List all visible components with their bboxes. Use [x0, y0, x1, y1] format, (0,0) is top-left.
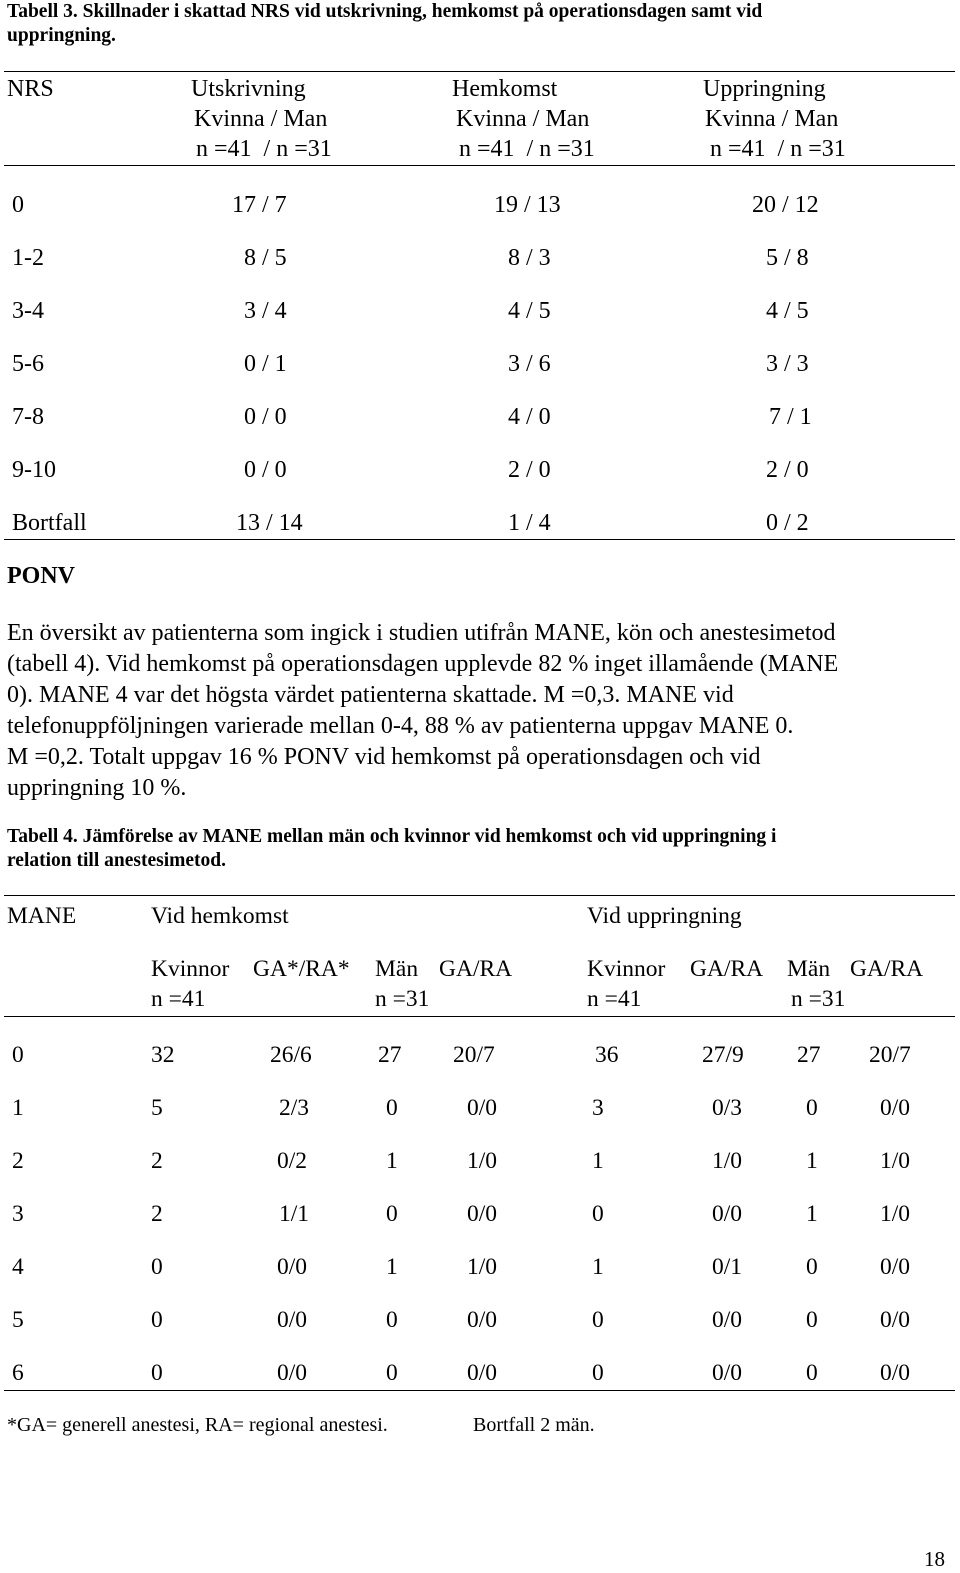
table4-cell-upp-kvinnor-gara: 0/3 [712, 1095, 743, 1121]
table3-top-rule [4, 71, 955, 72]
table4-cell-upp-man: 1 [806, 1148, 818, 1174]
table3-cell-uppringning: 5 / 8 [766, 245, 809, 271]
table3-cell-utskrivning: 8 / 5 [244, 245, 287, 271]
table4-cell-upp-kvinnor: 0 [592, 1307, 604, 1333]
table4-cell-hem-kvinnor: 32 [151, 1042, 175, 1068]
table3-cell-hemkomst: 1 / 4 [508, 510, 551, 536]
table4-cell-upp-man-gara: 0/0 [880, 1307, 911, 1333]
table-row [0, 1253, 960, 1281]
table4-cell-hem-man-gara: 0/0 [467, 1201, 498, 1227]
table4-cell-hem-kvinnor: 0 [151, 1307, 163, 1333]
table4-cell-hem-kvinnor-gara: 0/0 [277, 1307, 308, 1333]
paragraph-line: M =0,2. Totalt uppgav 16 % PONV vid hemkomst på operationsdagen och vid [7, 744, 761, 770]
table4-cell-hem-kvinnor: 0 [151, 1360, 163, 1386]
table-row [0, 349, 960, 379]
table4-cell-hem-man: 0 [386, 1307, 398, 1333]
table3-cell-utskrivning: 3 / 4 [244, 298, 287, 324]
table4-cell-upp-man-gara: 0/0 [880, 1254, 911, 1280]
table3-cell-hemkomst: 3 / 6 [508, 351, 551, 377]
table3-cell-utskrivning: 17 / 7 [232, 192, 287, 218]
table4-bortfall-note: Bortfall 2 män. [473, 1414, 595, 1436]
table4-cell-upp-man-gara: 1/0 [880, 1201, 911, 1227]
table4-cell-hem-kvinnor-gara: 0/0 [277, 1360, 308, 1386]
page-number: 18 [924, 1547, 945, 1571]
table4-header-kvinnor-1: Kvinnor [151, 956, 230, 982]
table4-cell-hem-man: 1 [386, 1148, 398, 1174]
table3-cell-hemkomst: 4 / 5 [508, 298, 551, 324]
table4-cell-hem-kvinnor: 0 [151, 1254, 163, 1280]
table4-cell-hem-man-gara: 0/0 [467, 1307, 498, 1333]
table3-cell-utskrivning: 0 / 1 [244, 351, 287, 377]
table4-cell-hem-man: 0 [386, 1095, 398, 1121]
table4-cell-hem-kvinnor-gara: 0/2 [277, 1148, 308, 1174]
table4-cell-mane: 2 [12, 1148, 24, 1174]
table3-header-utskrivning-title: Utskrivning [191, 76, 306, 102]
table4-cell-upp-man-gara: 0/0 [880, 1095, 911, 1121]
table3-cell-nrs: 1-2 [12, 245, 44, 271]
table4-header-man-1: Män [375, 956, 419, 982]
table3-cell-hemkomst: 19 / 13 [494, 192, 561, 218]
table4-header-vid-hemkomst: Vid hemkomst [151, 903, 289, 929]
table4-header-ga-ra-3: GA/RA [690, 956, 764, 982]
table4-cell-mane: 6 [12, 1360, 24, 1386]
table3-caption-line1: Tabell 3. Skillnader i skattad NRS vid utskrivning, hemkomst på operationsdagen samt vid [7, 1, 763, 22]
table4-cell-upp-man-gara: 20/7 [869, 1042, 911, 1068]
table-row [0, 402, 960, 432]
table4-header-kvinnor-2: Kvinnor [587, 956, 666, 982]
table4-cell-hem-man: 0 [386, 1360, 398, 1386]
table4-cell-upp-man-gara: 1/0 [880, 1148, 911, 1174]
table3-cell-nrs: 7-8 [12, 404, 44, 430]
table4-cell-upp-man: 1 [806, 1201, 818, 1227]
table4-header-n-kvinnor-1: n =41 [151, 986, 206, 1012]
table3-cell-uppringning: 20 / 12 [752, 192, 819, 218]
table4-cell-upp-kvinnor: 0 [592, 1360, 604, 1386]
table4-cell-upp-kvinnor-gara: 0/0 [712, 1360, 743, 1386]
table4-caption-line1: Tabell 4. Jämförelse av MANE mellan män och kvinnor vid hemkomst och vid uppringning i [7, 826, 777, 847]
table4-cell-hem-man-gara: 0/0 [467, 1360, 498, 1386]
table4-cell-hem-kvinnor-gara: 26/6 [270, 1042, 312, 1068]
section-heading-ponv: PONV [7, 563, 75, 589]
table3-cell-nrs: 5-6 [12, 351, 44, 377]
table4-cell-upp-man: 0 [806, 1254, 818, 1280]
table-row [0, 508, 960, 538]
table4-cell-hem-kvinnor: 2 [151, 1201, 163, 1227]
table-row [0, 296, 960, 326]
table3-header-uppringning-n: n =41 / n =31 [710, 136, 846, 162]
table4-header-n-man-1: n =31 [375, 986, 430, 1012]
table4-header-ga-ra-1: GA*/RA* [253, 956, 350, 982]
table-row [0, 1147, 960, 1175]
table4-cell-mane: 5 [12, 1307, 24, 1333]
table3-cell-hemkomst: 8 / 3 [508, 245, 551, 271]
paragraph-line: 0). MANE 4 var det högsta värdet patienterna skattade. M =0,3. MANE vid [7, 682, 734, 708]
table4-cell-hem-man-gara: 0/0 [467, 1095, 498, 1121]
table4-cell-upp-man: 0 [806, 1307, 818, 1333]
table3-header-uppringning-title: Uppringning [703, 76, 826, 102]
table4-cell-hem-kvinnor-gara: 1/1 [279, 1201, 310, 1227]
table4-header-ga-ra-4: GA/RA [850, 956, 924, 982]
table3-cell-uppringning: 2 / 0 [766, 457, 809, 483]
paragraph-line: telefonuppföljningen varierade mellan 0-4, 88 % av patienterna uppgav MANE 0. [7, 713, 794, 739]
table4-cell-upp-man: 0 [806, 1095, 818, 1121]
table4-header-rule [4, 1016, 955, 1017]
table4-cell-hem-kvinnor: 2 [151, 1148, 163, 1174]
ponv-paragraph [7, 618, 952, 804]
table4-cell-upp-kvinnor-gara: 1/0 [712, 1148, 743, 1174]
table3-cell-hemkomst: 2 / 0 [508, 457, 551, 483]
table3-cell-uppringning: 4 / 5 [766, 298, 809, 324]
paragraph-line: En översikt av patienterna som ingick i studien utifrån MANE, kön och anestesimetod [7, 620, 836, 646]
table4-cell-upp-kvinnor: 1 [592, 1254, 604, 1280]
table3-cell-uppringning: 0 / 2 [766, 510, 809, 536]
table3-header-rule [4, 165, 955, 166]
table3-cell-uppringning: 3 / 3 [766, 351, 809, 377]
table4-bottom-rule [4, 1390, 955, 1391]
table4-cell-hem-man-gara: 20/7 [453, 1042, 495, 1068]
table4-cell-hem-man: 27 [378, 1042, 402, 1068]
table4-header-ga-ra-2: GA/RA [439, 956, 513, 982]
table-row [0, 1041, 960, 1069]
table4-cell-upp-man: 0 [806, 1360, 818, 1386]
table4-caption [7, 825, 776, 873]
table4-cell-upp-kvinnor-gara: 0/0 [712, 1201, 743, 1227]
table4-cell-upp-kvinnor-gara: 0/0 [712, 1307, 743, 1333]
table4-cell-upp-man: 27 [797, 1042, 821, 1068]
table3-header-nrs: NRS [7, 76, 54, 102]
table4-cell-upp-man-gara: 0/0 [880, 1360, 911, 1386]
table3-cell-utskrivning: 13 / 14 [236, 510, 303, 536]
table4-caption-line2: relation till anestesimetod. [7, 850, 226, 871]
table4-cell-upp-kvinnor-gara: 27/9 [702, 1042, 744, 1068]
table4-header-n-man-2: n =31 [791, 986, 846, 1012]
table4-cell-hem-man-gara: 1/0 [467, 1148, 498, 1174]
table4-cell-upp-kvinnor: 1 [592, 1148, 604, 1174]
table4-cell-upp-kvinnor-gara: 0/1 [712, 1254, 743, 1280]
table3-header-utskrivning-sub: Kvinna / Man [194, 106, 328, 132]
table4-cell-hem-man-gara: 1/0 [467, 1254, 498, 1280]
table-row [0, 190, 960, 220]
table4-top-rule [4, 895, 955, 896]
table3-header-hemkomst-sub: Kvinna / Man [456, 106, 590, 132]
table-row [0, 243, 960, 273]
table3-cell-nrs: 0 [12, 192, 24, 218]
table4-cell-mane: 0 [12, 1042, 24, 1068]
table3-header-utskrivning-n: n =41 / n =31 [196, 136, 332, 162]
table4-header-vid-uppringning: Vid uppringning [587, 903, 742, 929]
table-row [0, 455, 960, 485]
table4-cell-mane: 4 [12, 1254, 24, 1280]
table4-cell-upp-kvinnor: 0 [592, 1201, 604, 1227]
table3-header-uppringning-sub: Kvinna / Man [705, 106, 839, 132]
table3-cell-nrs: Bortfall [12, 510, 87, 536]
table3-caption [7, 0, 762, 48]
table4-cell-hem-kvinnor-gara: 0/0 [277, 1254, 308, 1280]
paragraph-line: (tabell 4). Vid hemkomst på operationsdagen upplevde 82 % inget illamående (MANE [7, 651, 839, 677]
table-row [0, 1359, 960, 1387]
table3-header-hemkomst-title: Hemkomst [452, 76, 558, 102]
table3-header-hemkomst-n: n =41 / n =31 [459, 136, 595, 162]
table4-cell-mane: 1 [12, 1095, 24, 1121]
table4-cell-mane: 3 [12, 1201, 24, 1227]
table3-cell-hemkomst: 4 / 0 [508, 404, 551, 430]
table4-header-n-kvinnor-2: n =41 [587, 986, 642, 1012]
table4-cell-upp-kvinnor: 3 [592, 1095, 604, 1121]
table-row [0, 1200, 960, 1228]
table3-cell-nrs: 3-4 [12, 298, 44, 324]
table4-cell-upp-kvinnor: 36 [595, 1042, 619, 1068]
table4-cell-hem-kvinnor: 5 [151, 1095, 163, 1121]
table3-bottom-rule [4, 539, 955, 540]
table4-header-mane: MANE [7, 903, 77, 929]
table3-cell-utskrivning: 0 / 0 [244, 404, 287, 430]
table3-caption-line2: uppringning. [7, 25, 116, 46]
table3-cell-utskrivning: 0 / 0 [244, 457, 287, 483]
table4-cell-hem-kvinnor-gara: 2/3 [279, 1095, 310, 1121]
table4-header-man-2: Män [787, 956, 831, 982]
table-row [0, 1094, 960, 1122]
table-row [0, 1306, 960, 1334]
table4-cell-hem-man: 0 [386, 1201, 398, 1227]
table3-cell-nrs: 9-10 [12, 457, 56, 483]
table4-footnote: *GA= generell anestesi, RA= regional anestesi. [7, 1414, 388, 1436]
table3-cell-uppringning: 7 / 1 [769, 404, 812, 430]
paragraph-line: uppringning 10 %. [7, 775, 187, 801]
table4-cell-hem-man: 1 [386, 1254, 398, 1280]
